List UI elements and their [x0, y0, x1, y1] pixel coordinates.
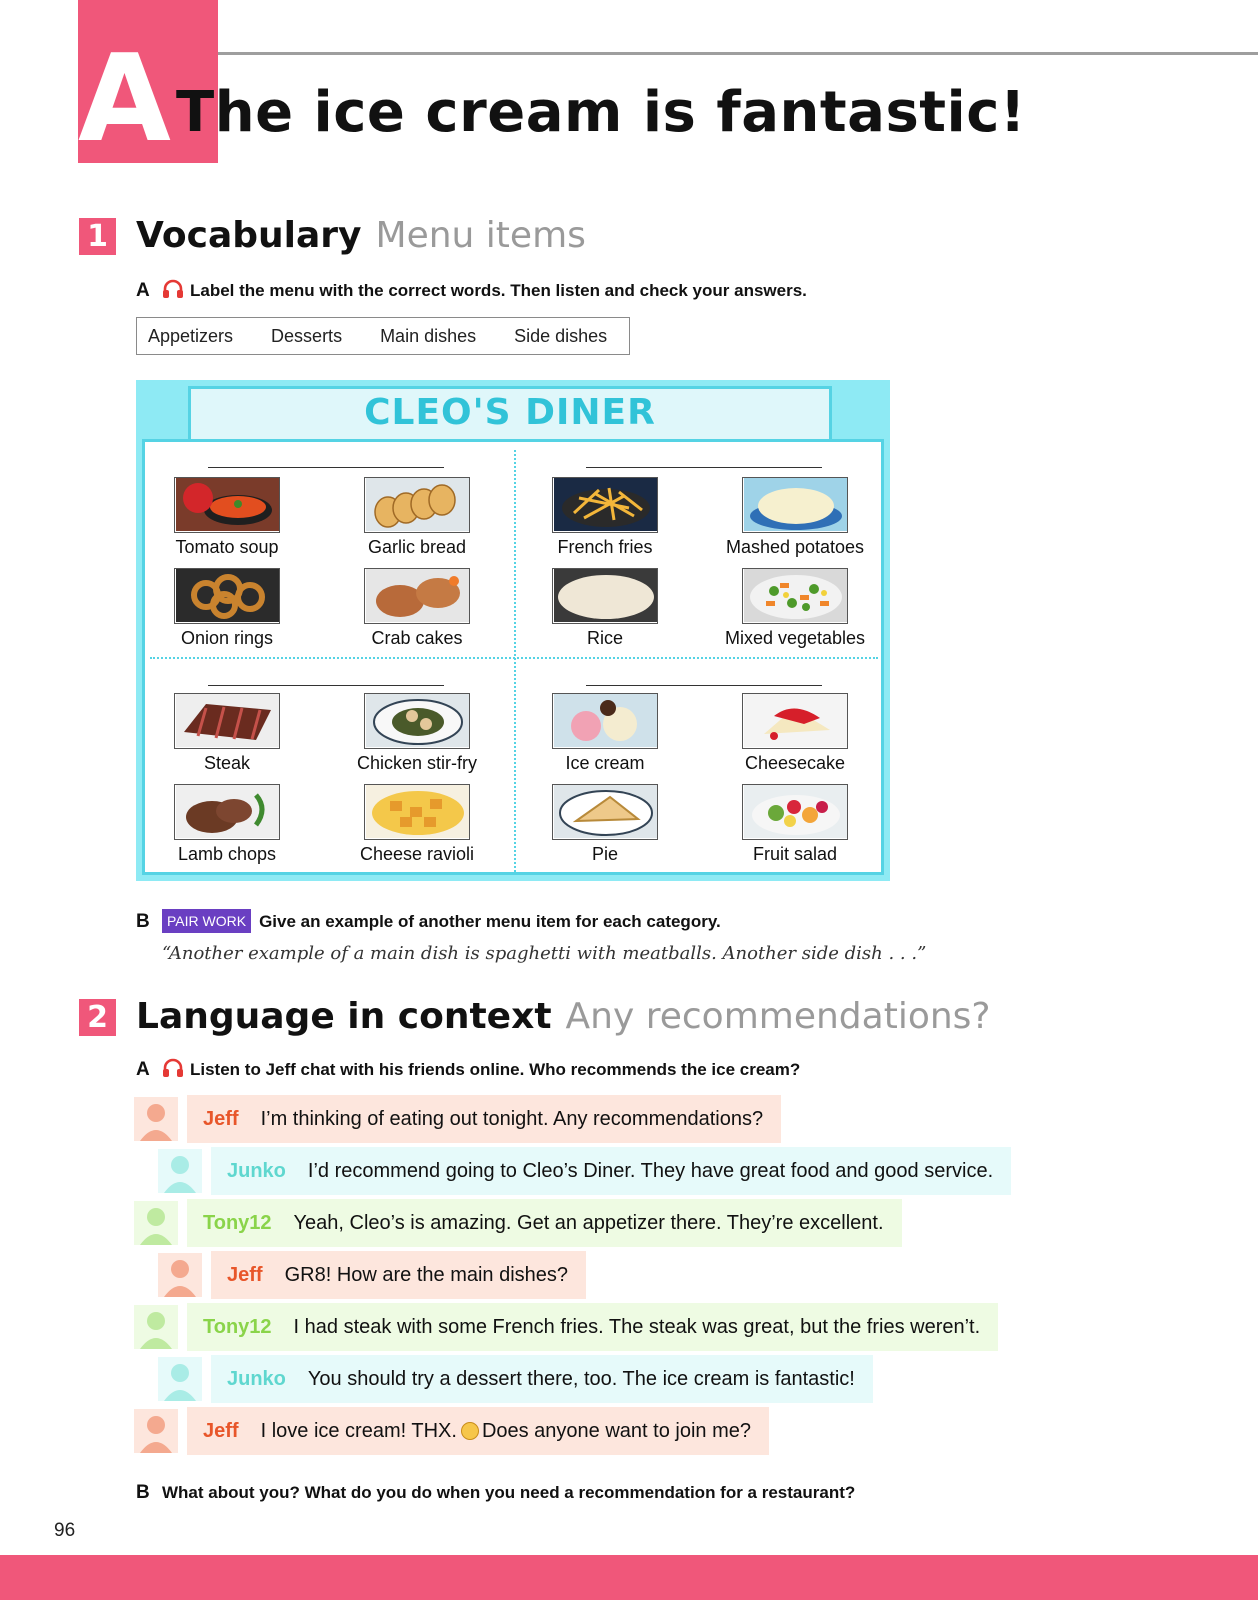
- mashed-potatoes-image: [742, 477, 848, 533]
- part-a-letter: A: [136, 280, 150, 301]
- chat-bubble: [211, 1251, 586, 1299]
- section-1-number: 1: [79, 218, 116, 255]
- menu-item: [710, 693, 880, 774]
- word-box: [136, 317, 630, 355]
- example-sentence: “Another example of a main dish is spaghetti with meatballs. Another side dish . . .”: [162, 943, 927, 964]
- user-avatar-icon: [134, 1305, 178, 1349]
- chat-message: [134, 1199, 902, 1247]
- menu-item-label: Crab cakes: [371, 628, 463, 648]
- chat-text: I love ice cream! THX.: [260, 1419, 457, 1442]
- mixed-vegetables-image: [742, 568, 848, 624]
- menu-item-label: Ice cream: [565, 753, 645, 773]
- section-2-part-b-instruction: [136, 1482, 855, 1504]
- chat-bubble: [187, 1303, 998, 1351]
- menu-item: [142, 784, 312, 865]
- chat-message: [158, 1147, 1011, 1195]
- user-avatar-icon: [134, 1409, 178, 1453]
- part-a-text: Listen to Jeff chat with his friends online. Who recommends the ice cream?: [190, 1060, 801, 1079]
- menu-item-label: Cheese ravioli: [359, 844, 475, 864]
- chat-username: Junko: [227, 1367, 286, 1390]
- section-2-number: 2: [79, 999, 116, 1036]
- pair-work-badge: PAIR WORK: [162, 909, 251, 933]
- section-2-part-a-instruction: [136, 1058, 800, 1081]
- chat-bubble: [211, 1147, 1011, 1195]
- menu-item-label: Rice: [586, 628, 623, 648]
- chat-username: Jeff: [203, 1107, 239, 1130]
- menu-item: [332, 693, 502, 774]
- pie-image: [552, 784, 658, 840]
- word-box-item: Desserts: [271, 325, 343, 346]
- ice-cream-image: [552, 693, 658, 749]
- menu-item: [332, 477, 502, 558]
- menu-item: [520, 784, 690, 865]
- word-box-item: Appetizers: [148, 325, 234, 346]
- section-1-heading: [136, 214, 586, 258]
- rice-image: [552, 568, 658, 624]
- chat-text: I’d recommend going to Cleo’s Diner. They have great food and good service.: [307, 1159, 994, 1182]
- menu-item-label: Lamb chops: [177, 844, 277, 864]
- footer-bar: [0, 1555, 1258, 1600]
- menu-item: [142, 477, 312, 558]
- menu-item-label: Chicken stir-fry: [356, 753, 477, 773]
- menu-item-label: Cheesecake: [744, 753, 846, 773]
- chat-text: I’m thinking of eating out tonight. Any recommendations?: [260, 1107, 764, 1130]
- chat-bubble: [187, 1095, 781, 1143]
- category-blank-bottom-right[interactable]: [586, 685, 822, 686]
- chat-text: I had steak with some French fries. The steak was great, but the fries weren’t.: [293, 1315, 981, 1338]
- word-box-item: Main dishes: [380, 325, 477, 346]
- chat-text: GR8! How are the main dishes?: [284, 1263, 569, 1286]
- chat-username: Junko: [227, 1159, 286, 1182]
- chat-bubble: [187, 1407, 769, 1455]
- french-fries-image: [552, 477, 658, 533]
- chat-message: [158, 1355, 873, 1403]
- menu-item-label: Steak: [203, 753, 251, 773]
- chat-message: [134, 1407, 769, 1455]
- chat-text: You should try a dessert there, too. The ice cream is fantastic!: [307, 1367, 855, 1390]
- menu-item: [710, 477, 880, 558]
- crab-cakes-image: [364, 568, 470, 624]
- menu-item: [520, 568, 690, 649]
- chat-message: [134, 1303, 998, 1351]
- category-blank-top-left[interactable]: [208, 467, 444, 468]
- user-avatar-icon: [158, 1253, 202, 1297]
- menu-divider-horizontal: [150, 657, 878, 659]
- cheesecake-image: [742, 693, 848, 749]
- chat-text: Yeah, Cleo’s is amazing. Get an appetizer there. They’re excellent.: [293, 1211, 884, 1234]
- section-1-part-b-instruction: [136, 909, 721, 933]
- menu-item: [142, 693, 312, 774]
- cheese-ravioli-image: [364, 784, 470, 840]
- tomato-soup-image: [174, 477, 280, 533]
- chat-bubble: [187, 1199, 902, 1247]
- chat-username: Tony12: [203, 1315, 272, 1338]
- menu-item: [332, 784, 502, 865]
- onion-rings-image: [174, 568, 280, 624]
- menu-divider-vertical: [514, 450, 516, 872]
- part-b-letter: B: [136, 911, 150, 932]
- part-a-letter: A: [136, 1059, 150, 1080]
- section-2-subtitle: Any recommendations?: [565, 996, 991, 1037]
- word-box-item: Side dishes: [514, 325, 608, 346]
- chat-username: Tony12: [203, 1211, 272, 1234]
- part-b-text: What about you? What do you do when you need a recommendation for a restaurant?: [162, 1483, 856, 1502]
- user-avatar-icon: [158, 1357, 202, 1401]
- headphones-icon[interactable]: [162, 1058, 184, 1078]
- category-blank-top-right[interactable]: [586, 467, 822, 468]
- user-avatar-icon: [134, 1097, 178, 1141]
- menu-item-label: Mashed potatoes: [725, 537, 865, 557]
- menu-item-label: Mixed vegetables: [724, 628, 866, 648]
- section-1-title: Vocabulary: [136, 215, 362, 256]
- section-1-subtitle: Menu items: [375, 215, 586, 256]
- chat-username: Jeff: [227, 1263, 263, 1286]
- lesson-letter: A: [78, 30, 171, 163]
- diner-menu: [136, 380, 890, 881]
- menu-item-label: Onion rings: [180, 628, 274, 648]
- section-2-heading: [136, 995, 991, 1039]
- steak-image: [174, 693, 280, 749]
- menu-item-label: Tomato soup: [175, 537, 279, 557]
- part-b-text: Give an example of another menu item for each category.: [259, 912, 721, 931]
- chicken-stir-fry-image: [364, 693, 470, 749]
- page-number: 96: [54, 1520, 76, 1541]
- user-avatar-icon: [158, 1149, 202, 1193]
- garlic-bread-image: [364, 477, 470, 533]
- section-1-part-a-instruction: [136, 279, 807, 302]
- headphones-icon[interactable]: [162, 279, 184, 299]
- chat-message: [134, 1095, 781, 1143]
- header-rule: [218, 52, 1258, 55]
- menu-item: [520, 693, 690, 774]
- category-blank-bottom-left[interactable]: [208, 685, 444, 686]
- lamb-chops-image: [174, 784, 280, 840]
- fruit-salad-image: [742, 784, 848, 840]
- part-a-text: Label the menu with the correct words. Then listen and check your answers.: [190, 281, 807, 300]
- menu-item-label: Fruit salad: [752, 844, 838, 864]
- user-avatar-icon: [134, 1201, 178, 1245]
- menu-item: [520, 477, 690, 558]
- part-b-letter: B: [136, 1482, 150, 1503]
- menu-title: CLEO'S DINER: [364, 392, 656, 433]
- chat-bubble: [211, 1355, 873, 1403]
- menu-item-label: Garlic bread: [367, 537, 467, 557]
- menu-item: [142, 568, 312, 649]
- menu-item: [710, 568, 880, 649]
- chat-text: Does anyone want to join me?: [481, 1419, 751, 1442]
- menu-item-label: Pie: [591, 844, 618, 864]
- chat-message: [158, 1251, 586, 1299]
- menu-item: [332, 568, 502, 649]
- lesson-title: The ice cream is fantastic!: [176, 80, 1026, 145]
- menu-item-label: French fries: [557, 537, 653, 557]
- section-2-title: Language in context: [136, 996, 552, 1037]
- menu-item: [710, 784, 880, 865]
- chat-username: Jeff: [203, 1419, 239, 1442]
- winking-face-icon: [461, 1422, 479, 1440]
